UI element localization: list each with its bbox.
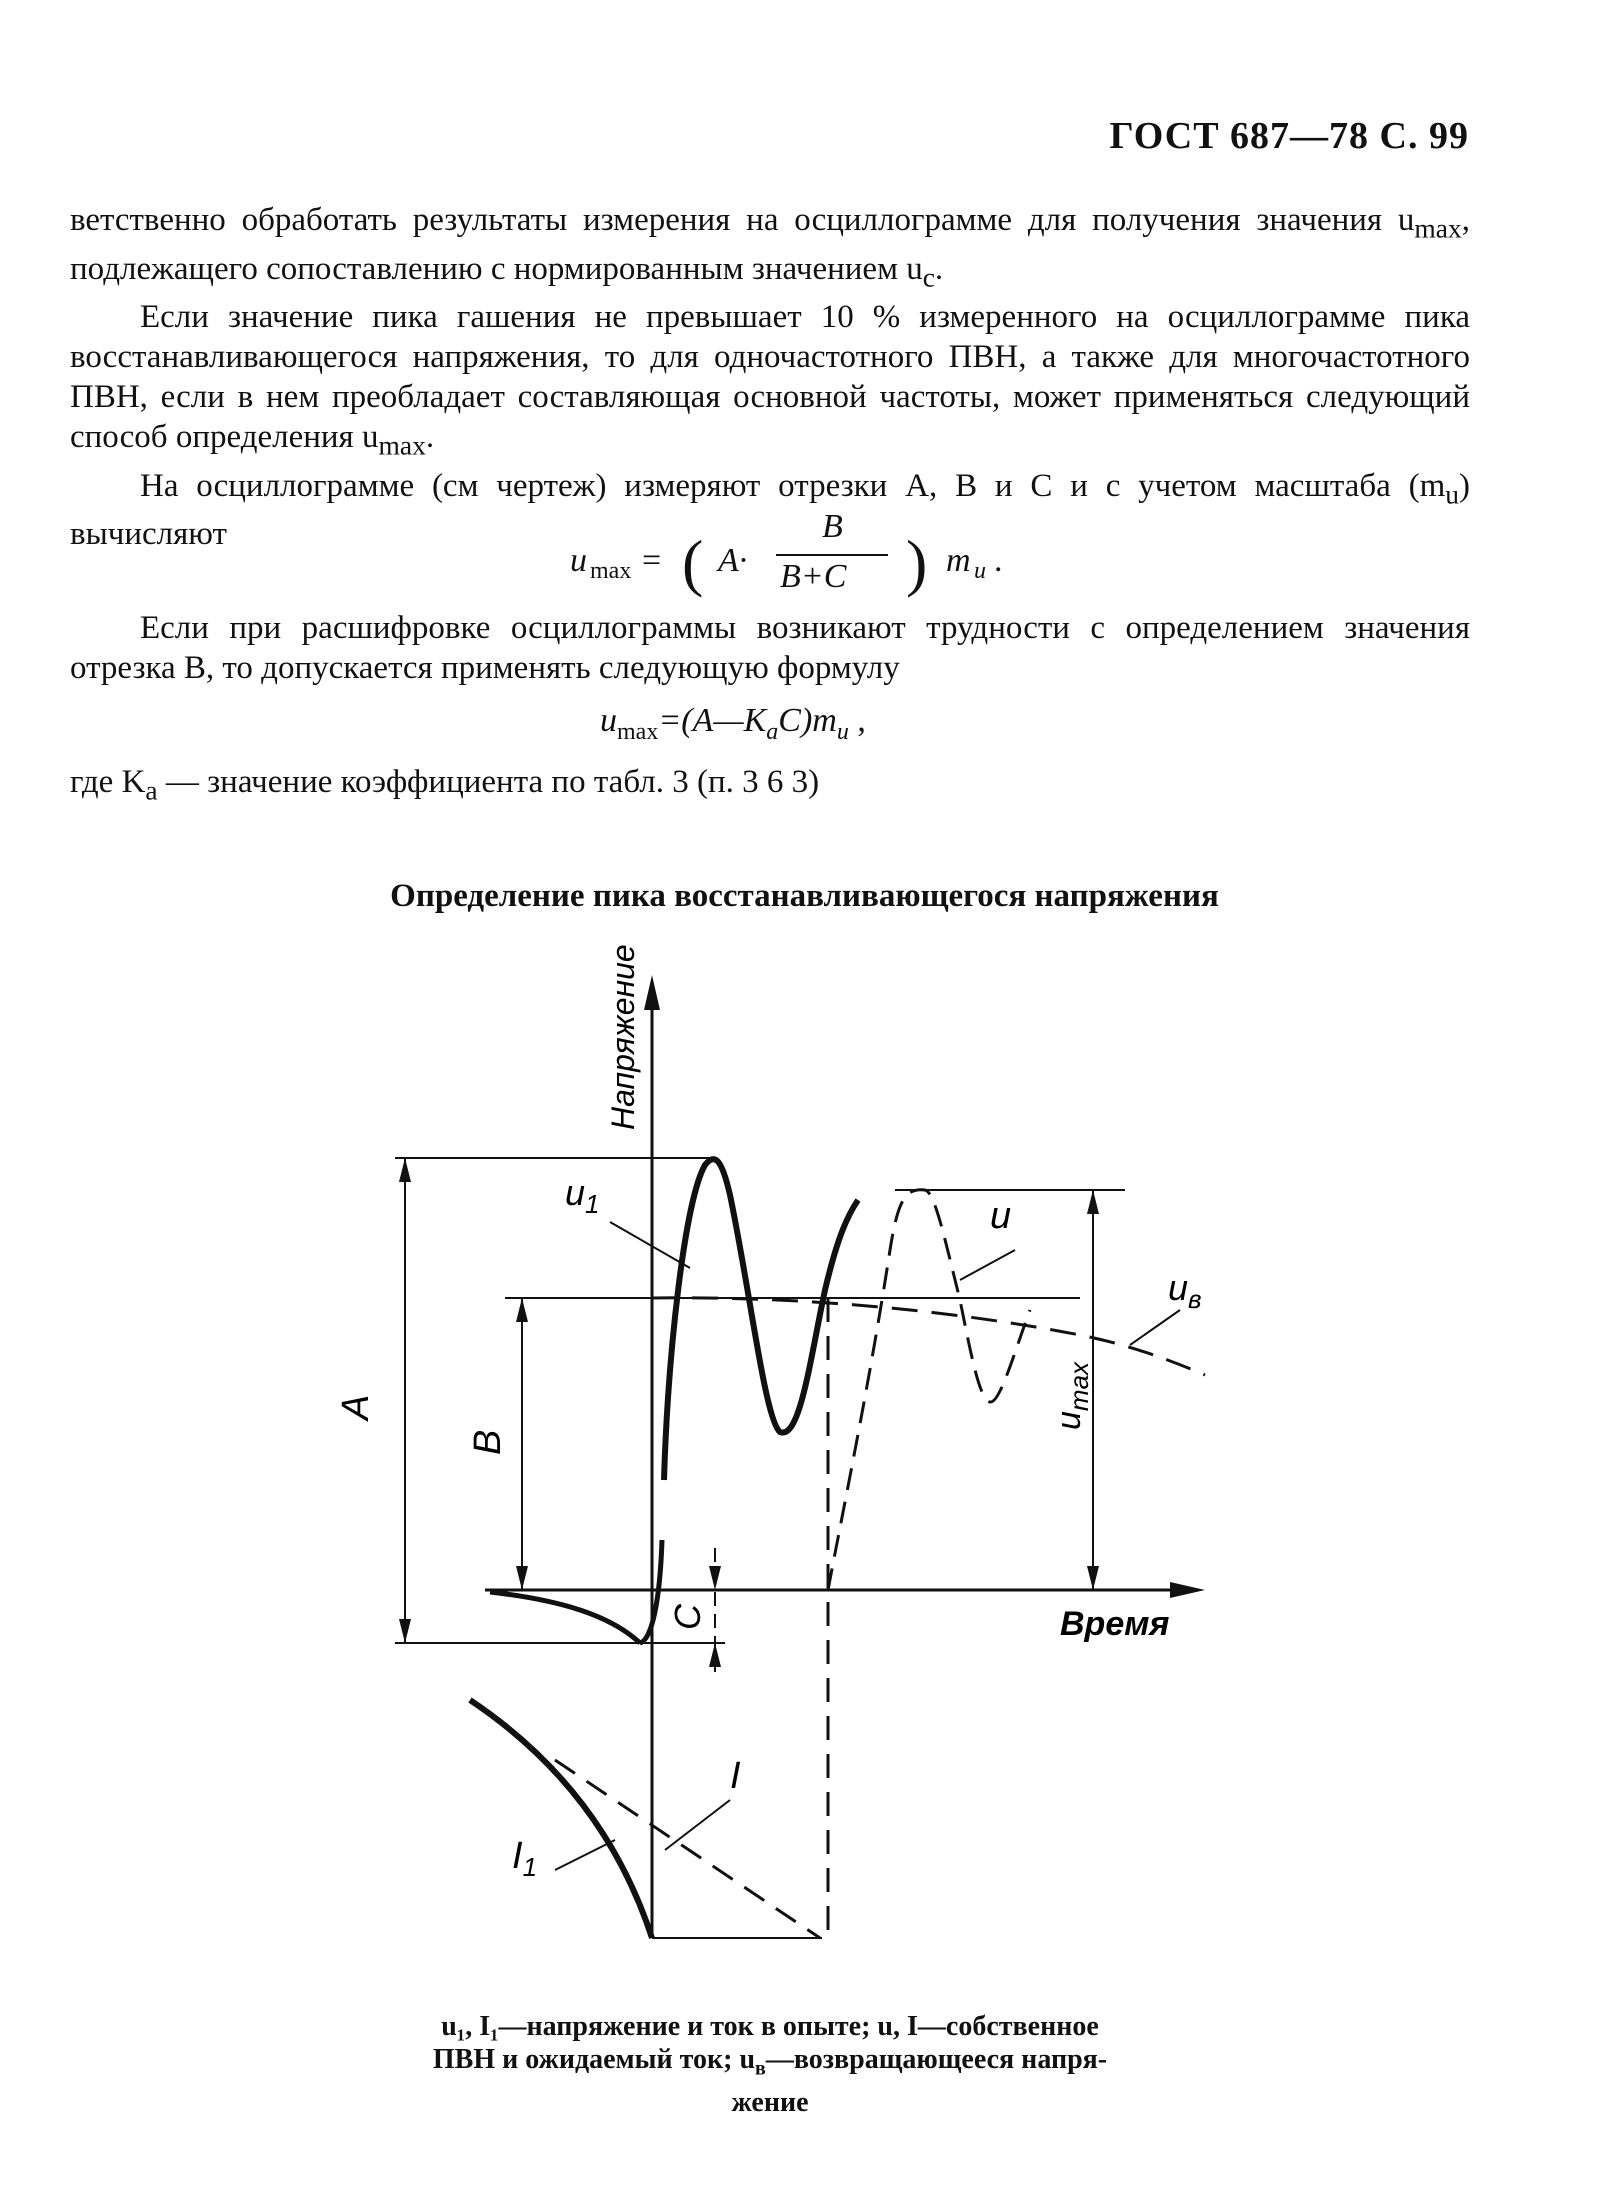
leader-i bbox=[665, 1800, 730, 1850]
curve-ub bbox=[652, 1298, 1205, 1375]
caption-line-2: ПВН и ожидаемый ток; $u_в—возвращающееся$ напря- bbox=[432, 2044, 1108, 2080]
label-a: A bbox=[335, 1394, 377, 1420]
caption-line-1: u₁, I₁—напряжение и ток в опыте; u, I—собственное bbox=[441, 2011, 1099, 2042]
figure-title: Определение пика восстанавливающегося напряжения bbox=[390, 878, 1219, 914]
formula-umax-simple: $u_{max}=(A—K_aC)m_u$ , bbox=[600, 702, 866, 745]
curve-u1-tail bbox=[490, 1592, 640, 1643]
paragraph-4: Если при расшифровке осциллограммы возникают трудности с определением значения отрезка B, то допускается применять следующую формулу bbox=[70, 610, 1470, 686]
leader-ub bbox=[1130, 1310, 1180, 1345]
page-header: ГОСТ 687—78 С. 99 bbox=[1109, 115, 1469, 157]
label-c: C bbox=[667, 1604, 708, 1630]
x-axis-arrow bbox=[1170, 1582, 1205, 1598]
curve-i bbox=[555, 1760, 820, 1938]
figure-caption bbox=[340, 2010, 1200, 2119]
label-ub: $u_в$ bbox=[1168, 1267, 1202, 1314]
paragraph-1: ветственно обработать результаты измерения на осциллограмме для получения значения $u_{max}$, подлежащего сопоставлению с нормированным значением $u_c$. bbox=[70, 202, 1470, 293]
label-u1: $u_1$ bbox=[565, 1172, 600, 1219]
paragraph-5: где $K_a$ — значение коэффициента по табл. 3 (п. 3 6 3) bbox=[70, 764, 820, 806]
leader-u bbox=[960, 1250, 1015, 1280]
label-i: I bbox=[730, 1755, 741, 1797]
formula-umax-fraction: u max = ( A· B B+C ) m u . bbox=[570, 508, 1003, 598]
label-umax: $u_{max}$ bbox=[1050, 1361, 1094, 1430]
curve-i1 bbox=[470, 1700, 652, 1938]
leader-i1 bbox=[555, 1840, 615, 1870]
label-u: u bbox=[990, 1195, 1012, 1237]
y-axis-label: Напряжение bbox=[605, 944, 641, 1130]
curve-u bbox=[828, 1190, 1030, 1590]
label-b: B bbox=[467, 1429, 509, 1455]
x-axis-label: Время bbox=[1060, 1605, 1170, 1643]
paragraph-3: На осциллограмме (см чертеж) измеряют отрезки A, B и C и с учетом масштаба $(m_u)$ вычисляют bbox=[70, 467, 1470, 553]
caption-line-3: жение bbox=[731, 2086, 809, 2118]
leader-u1 bbox=[610, 1222, 690, 1268]
label-i1: $I_1$ bbox=[512, 1835, 538, 1882]
paragraph-2: Если значение пика гашения не превышает 10 % измеренного на осциллограмме пика восстанавливающегося напряжения, то для одночастотного ПВН, а также для многочастотного ПВН, если в нем преобладает составляющая основной частоты, может применяться следующий способ определения $u_{max}$. bbox=[70, 299, 1470, 461]
y-axis-arrow bbox=[644, 975, 660, 1010]
